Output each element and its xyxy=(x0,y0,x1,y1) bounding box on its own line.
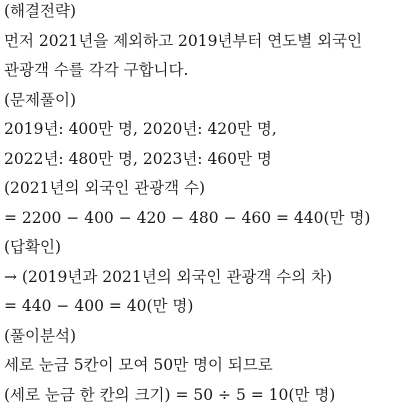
answer-check-label: → (2019년과 2021년의 외국인 관광객 수의 차) xyxy=(4,267,333,286)
solution-values-line-2: 2022년: 480만 명, 2023년: 460만 명 xyxy=(4,149,272,168)
solution-equation-2021: = 2200 − 400 − 420 − 480 − 460 = 440(만 명) xyxy=(4,208,371,227)
strategy-text-line-1: 먼저 2021년을 제외하고 2019년부터 연도별 외국인 xyxy=(4,31,363,50)
heading-solution: (문제풀이) xyxy=(4,90,76,109)
heading-strategy: (해결전략) xyxy=(4,2,76,20)
strategy-text-line-2: 관광객 수를 각각 구합니다. xyxy=(4,61,189,79)
heading-analysis: (풀이분석) xyxy=(4,326,76,345)
analysis-equation: (세로 눈금 한 칸의 크기) = 50 ÷ 5 = 10(만 명) xyxy=(4,385,336,404)
solution-label-2021: (2021년의 외국인 관광객 수) xyxy=(4,179,206,197)
solution-values-line-1: 2019년: 400만 명, 2020년: 420만 명, xyxy=(4,120,277,138)
heading-answer-check: (답확인) xyxy=(4,238,62,256)
analysis-text-line-1: 세로 눈금 5칸이 모여 50만 명이 되므로 xyxy=(4,356,273,374)
answer-check-equation: = 440 − 400 = 40(만 명) xyxy=(4,297,194,315)
